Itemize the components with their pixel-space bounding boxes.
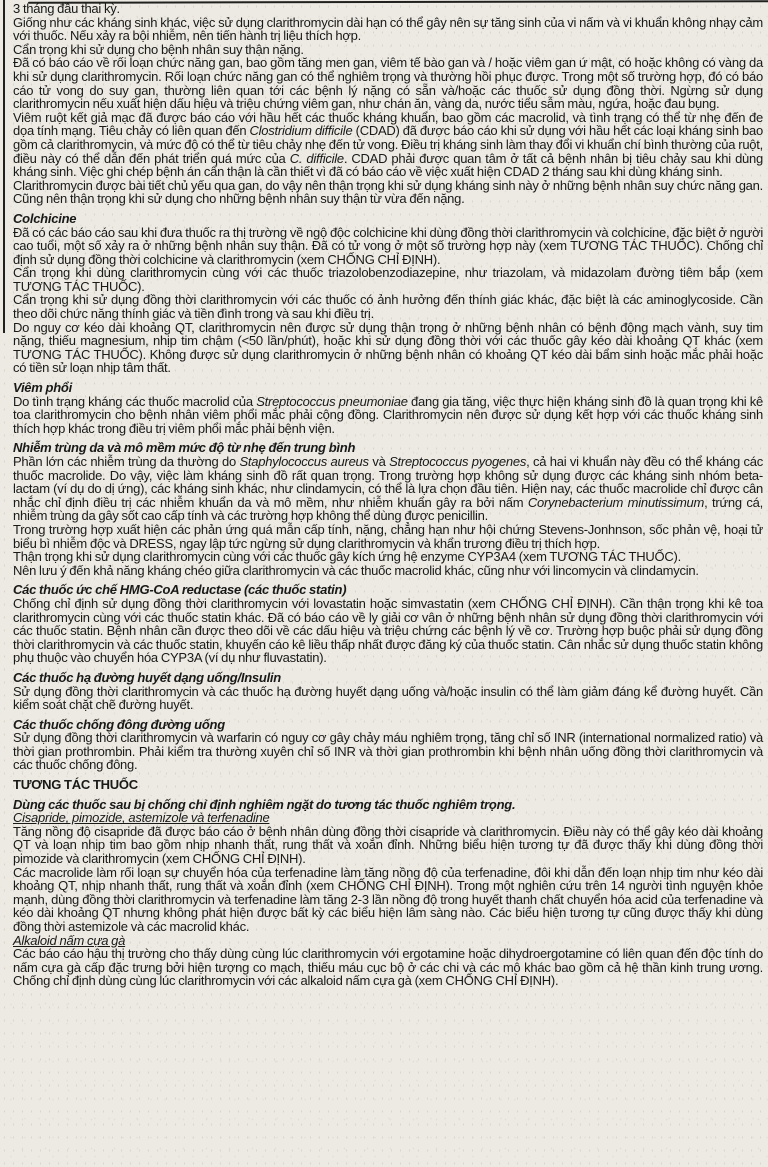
italic-text-run: C. difficile	[289, 150, 344, 166]
section-heading	[13, 934, 763, 948]
text-run: Colchicine	[13, 210, 77, 226]
text-run: Viêm phổi	[13, 380, 72, 396]
italic-text-run: Clostridium difficile	[249, 123, 353, 139]
text-run: Thận trọng khi sử dụng clarithromycin cùng với các thuốc gây kích ứng hệ enzyme CYP3A4 (xem TƯƠNG TÁC THUỐC).	[13, 549, 681, 565]
section-heading	[13, 778, 763, 792]
paragraph	[13, 111, 763, 179]
paragraph	[13, 43, 763, 57]
text-run: (CDAD) đã được báo cáo khi sử dụng với hầu hết các loại kháng sinh bao gồm cả clarithromycin, và mức độ có thể từ tiêu chảy nhẹ đến tử vong. Điều trị kháng sinh làm thay đổi vi khuẩn chí bình thường của ruột, điều này có thể dẫn đến phát triển quá mức của	[13, 123, 763, 166]
text-run: Alkaloid nấm cựa gà	[13, 932, 126, 948]
italic-text-run: Streptococcus pyogenes	[389, 454, 527, 469]
text-run: Đã có các báo cáo sau khi đưa thuốc ra thị trường về ngộ độc colchicine khi dùng đồng thời clarithromycin và colchicine, đặc biệt ở người cao tuổi, một số xảy ra ở những bệnh nhân suy thận. Đã có tử vong ở một số trường hợp này (xem TƯƠNG TÁC THUỐC). Chống chỉ định sử dụng đồng thời colchicine và clarithromycin (xem CHỐNG CHỈ ĐỊNH).	[13, 224, 763, 267]
text-run: Các báo cáo hậu thị trường cho thấy dùng cùng lúc clarithromycin với ergotamine hoặc dihydroergotamine có liên quan đến độc tính do nấm cựa gà cấp đặc trưng bởi hiện tượng co mạch, thiếu máu cục bộ ở các chi và các mô khác bao gồm cả hệ thần kinh trung ương. Chống chỉ định dùng cùng lúc clarithromycin với các alkaloid nấm cựa gà (xem CHỐNG CHỈ ĐỊNH).	[13, 946, 763, 989]
paragraph	[13, 455, 763, 523]
document-text	[13, 2, 763, 988]
paragraph	[13, 56, 763, 110]
paragraph	[13, 731, 763, 772]
paragraph	[13, 564, 763, 578]
paragraph	[13, 550, 763, 564]
text-run: Phần lớn các nhiễm trùng da thường do	[13, 454, 240, 469]
text-run: Cisapride, pimozide, astemizole và terfenadine	[13, 810, 270, 826]
section-heading	[13, 718, 763, 732]
text-run: Dùng các thuốc sau bị chống chỉ định nghiêm ngặt do tương tác thuốc nghiêm trọng.	[13, 796, 516, 812]
paragraph	[13, 2, 763, 16]
paragraph	[13, 266, 763, 293]
text-run: Trong trường hợp xuất hiện các phản ứng quá mẫn cấp tính, nặng, chẳng hạn như hội chứng Stevens-Jonhnson, sốc phản vệ, hoại tử biểu bì nhiễm độc và DRESS, ngay lập tức ngừng sử dụng clarithromycin và khẩn trương điều trị thích hợp.	[13, 521, 763, 551]
paragraph	[13, 947, 763, 988]
text-run: Chống chỉ định sử dụng đồng thời clarithromycin với lovastatin hoặc simvastatin (xem CHỐNG CHỈ ĐỊNH). Cần thận trọng khi kê toa clarithromycin cùng với các thuốc statin khác. Đã có báo cáo về ly giải cơ vân ở những bệnh nhân sử dụng đồng thời clarithromycin với các thuốc statin. Bệnh nhân cần được theo dõi về các dấu hiệu và triệu chứng các bệnh lý về cơ. Trường hợp buộc phải sử dụng đồng thời clarithromycin và các thuốc statin, khuyến cáo kê liều thấp nhất được đăng ký của thuốc statin. Cân nhắc sử dụng thuốc statin không phụ thuộc vào chuyển hóa CYP3A (ví dụ như fluvastatin).	[13, 595, 763, 666]
scan-edge-line-left	[3, 0, 5, 333]
italic-text-run: Corynebacterium minutissimum	[527, 494, 705, 510]
text-run: Nhiễm trùng da và mô mềm mức độ từ nhẹ đến trung bình	[13, 440, 356, 456]
section-heading	[13, 811, 763, 825]
text-run: Do nguy cơ kéo dài khoảng QT, clarithromycin nên được sử dụng thận trọng ở những bệnh nhân có bệnh động mạch vành, suy tim nặng, thiếu magnesium, nhịp tim chậm (<50 lần/phút), hoặc khi sử dụng đồng thời với các thuốc gây kéo dài khoảng QT khác (xem TƯƠNG TÁC THUỐC). Không được sử dụng clarithromycin ở những bệnh nhân có khoảng QT kéo dài bẩm sinh hoặc mắc phải hoặc có tiền sử loạn nhịp tâm thất.	[13, 319, 763, 376]
text-run: Các macrolide làm rối loạn sự chuyển hóa của terfenadine làm tăng nồng độ của terfenadine, đôi khi dẫn đến loạn nhịp tim như kéo dài khoảng QT, nhịp nhanh thất, rung thất và xoắn đỉnh (xem CHỐNG CHỈ ĐỊNH). Trong một nghiên cứu trên 14 người tình nguyện khỏe mạnh, dùng đồng thời clarithromycin và terfenadine làm tăng 2-3 lần nồng độ trong huyết thanh chất chuyển hóa acid của terfenadine và kéo dài khoảng QT nhưng không phát hiện được bất kỳ các biểu hiện lâm sàng nào. Các biểu hiện tương tự cũng được thấy khi dùng đồng thời astemizole và các macrolid khác.	[13, 864, 763, 934]
section-heading	[13, 798, 763, 812]
text-run: Nên lưu ý đến khả năng kháng chéo giữa clarithromycin và các thuốc macrolid khác, cũng như với lincomycin và clindamycin.	[13, 562, 699, 578]
text-run: 3 tháng đầu thai kỳ.	[13, 1, 120, 16]
text-run: Sử dụng đồng thời clarithromycin và các thuốc hạ đường huyết dạng uống và/hoặc insulin có thể làm giảm đáng kể đường huyết. Cần kiểm soát chặt chẽ đường huyết.	[13, 683, 763, 713]
text-run: TƯƠNG TÁC THUỐC	[13, 777, 138, 793]
section-heading	[13, 381, 763, 395]
text-run: Viêm ruột kết giả mạc đã được báo cáo với hầu hết các thuốc kháng khuẩn, bao gồm các macrolid, và tình trạng có thể từ nhẹ đến đe dọa tính mạng. Tiêu chảy có liên quan đến	[13, 109, 763, 139]
text-run: Clarithromycin được bài tiết chủ yếu qua gan, do vậy nên thận trọng khi sử dụng kháng sinh này ở những bệnh nhân suy chức năng gan. Cũng nên thận trọng khi sử dụng cho những bệnh nhân suy thận từ vừa đến nặng.	[13, 177, 763, 207]
paragraph	[13, 321, 763, 375]
section-heading	[13, 671, 763, 685]
paragraph	[13, 395, 763, 436]
paragraph	[13, 825, 763, 866]
text-run: Tăng nồng độ cisapride đã được báo cáo ở bệnh nhân dùng đồng thời cisapride và clarithromycin. Điều này có thể gây kéo dài khoảng QT và loạn nhịp tim bao gồm nhịp nhanh thất, rung thất và xoắn đỉnh. Những biểu hiện tương tự đã được thấy khi dùng đồng thời pimozide và clarithromycin (xem CHỐNG CHỈ ĐỊNH).	[13, 823, 763, 867]
text-run: và	[368, 454, 390, 469]
italic-text-run: Staphylococcus aureus	[239, 454, 369, 469]
section-heading	[13, 441, 763, 455]
text-run: Các thuốc chống đông đường uống	[13, 716, 225, 732]
italic-text-run: Streptococcus pneumoniae	[256, 393, 408, 409]
text-run: , cả hai vi khuẩn này đều có thể kháng các thuốc macrolide. Do vậy, việc làm kháng sinh đồ rất quan trọng. Trong trường hợp không sử dụng được các kháng sinh nhóm beta-lactam (ví dụ do dị ứng), các kháng sinh khác, như clindamycin, có thể là lựa chọn đầu tiên. Hiện nay, các thuốc macrolide chỉ được cân nhắc chỉ định điều trị các nhiễm khuẩn da và mô mềm, như nhiễm khuẩn gây ra bởi nấm	[13, 454, 764, 510]
text-run: Cẩn trọng khi dùng clarithromycin cùng với các thuốc triazolobenzodiazepine, như triazolam, và midazolam đường tiêm bắp (xem TƯƠNG TÁC THUỐC).	[13, 265, 763, 294]
text-run: . CDAD phải được quan tâm ở tất cả bệnh nhân bị tiêu chảy sau khi dùng kháng sinh. Việc ghi chép bệnh án cẩn thận là cần thiết vì đã có báo cáo về việc xuất hiện CDAD 2 tháng sau khi dùng kháng sinh.	[13, 150, 763, 180]
paragraph	[13, 685, 763, 712]
section-heading	[13, 212, 763, 226]
text-run: Do tình trạng kháng các thuốc macrolid của	[13, 393, 257, 409]
text-run: Đã có báo cáo về rối loạn chức năng gan, bao gồm tăng men gan, viêm tế bào gan và / hoặc viêm gan ứ mật, có hoặc không có vàng da khi sử dụng clarithromycin. Rối loạn chức năng gan có thể nghiêm trọng và thường hồi phục được. Trong một số trường hợp, đó có báo cáo tử vong do suy gan, thường liên quan tới các bệnh lý nặng có sẵn và/hoặc các thuốc sử dụng đồng thời. Ngừng sử dụng clarithromycin nếu xuất hiện dấu hiệu và triệu chứng viêm gan, như chán ăn, vàng da, nước tiểu sẫm màu, ngứa, hoặc đau bụng.	[13, 55, 763, 112]
section-heading	[13, 583, 763, 597]
text-run: Cẩn trọng khi sử dụng cho bệnh nhân suy thận nặng.	[13, 41, 304, 57]
text-run: đang gia tăng, việc thực hiện kháng sinh đồ là quan trọng khi kê toa clarithromycin cho bệnh nhân viêm phổi mắc phải cộng đồng. Clarithromycin nên được sử dụng kết hợp với các thuốc kháng sinh thích hợp khác trong điều trị viêm phổi mắc phải bệnh viện.	[13, 393, 763, 436]
text-run: Các thuốc hạ đường huyết dạng uống/Insulin	[13, 669, 281, 685]
paragraph	[13, 16, 763, 43]
text-run: Cẩn trọng khi sử dụng đồng thời clarithromycin với các thuốc có ảnh hưởng đến thính giác khác, đặc biệt là các aminoglycoside. Cần theo dõi chức năng thính giác và tiền đình trong và sau khi điều trị.	[13, 292, 763, 322]
paragraph	[13, 179, 763, 206]
paragraph	[13, 866, 763, 934]
paragraph	[13, 226, 763, 267]
paragraph	[13, 293, 763, 320]
paragraph	[13, 523, 763, 550]
text-run: , trứng cá, nhiễm trùng da gây sốt cao cấp tính và các trường hợp không thể dùng được penicillin.	[13, 494, 763, 524]
text-run: Sử dụng đồng thời clarithromycin và warfarin có nguy cơ gây chảy máu nghiêm trọng, tăng chỉ số INR (international normalized ratio) và thời gian prothrombin. Phải kiểm tra thường xuyên chỉ số INR và thời gian prothrombin khi bệnh nhân uống đồng thời clarithromycin và các thuốc chống đông.	[13, 730, 763, 773]
paragraph	[13, 597, 763, 665]
text-run: Giống như các kháng sinh khác, việc sử dụng clarithromycin dài hạn có thể gây nên sự tăng sinh của vi nấm và vi khuẩn không nhạy cảm với thuốc. Nếu xảy ra bội nhiễm, nên tiến hành trị liệu thích hợp.	[13, 14, 763, 44]
text-run: Các thuốc ức chế HMG-CoA reductase (các thuốc statin)	[13, 582, 347, 598]
